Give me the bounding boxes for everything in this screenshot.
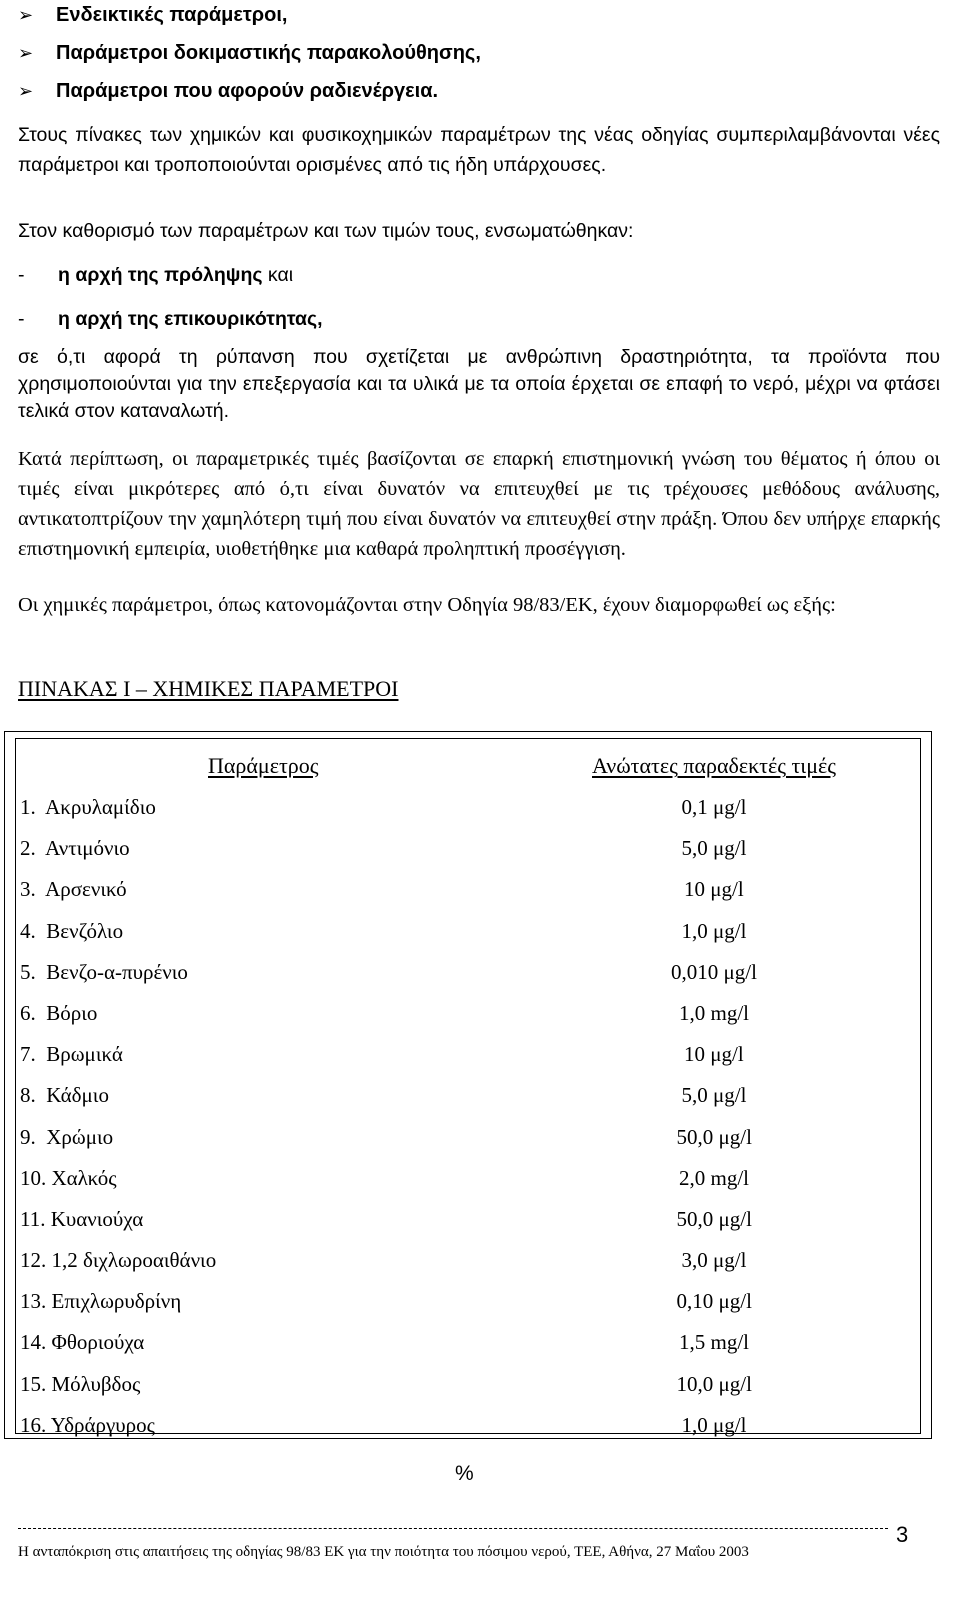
dash-item-bold: η αρχή της πρόληψης	[58, 264, 263, 286]
parameter-name: 7. Βρωμικά	[20, 1042, 123, 1067]
table-heading: ΠΙΝΑΚΑΣ Ι – ΧΗΜΙΚΕΣ ΠΑΡΑΜΕΤΡΟΙ	[18, 676, 399, 701]
column-header-max-values: Ανώτατες παραδεκτές τιμές	[592, 753, 836, 778]
dash-marker: -	[18, 308, 25, 330]
chemical-parameters-table	[4, 731, 932, 1439]
paragraph-chemical-parameters: Οι χημικές παράμετροι, όπως κατονομάζονται στην Οδηγία 98/83/ΕΚ, έχουν διαμορφωθεί ως εξής:	[18, 594, 836, 616]
parameter-value: 10,0 μg/l	[676, 1371, 752, 1396]
table-row	[20, 834, 910, 875]
table-row	[20, 1081, 910, 1122]
paragraph-new-parameters: Στους πίνακες των χημικών και φυσικοχημικών παραμέτρων της νέας οδηγίας συμπεριλαμβάνονται νέες παράμετροι και τροποποιούνται ορισμένες από τις ήδη υπάρχουσες.	[18, 124, 940, 176]
table-row	[20, 1040, 910, 1081]
parameter-name: 15. Μόλυβδος	[20, 1371, 141, 1396]
arrow-bullet-icon: ➢	[18, 5, 34, 25]
footer-divider	[18, 1528, 888, 1529]
parameter-name: 14. Φθοριούχα	[20, 1330, 145, 1355]
table-row	[20, 917, 910, 958]
parameter-name: 1. Ακρυλαμίδιο	[20, 795, 156, 819]
bullet-text: Ενδεικτικές παράμετροι,	[56, 4, 288, 26]
table-row	[20, 1164, 910, 1205]
table-row	[20, 1246, 910, 1287]
paragraph-incorporated: Στον καθορισμό των παραμέτρων και των τιμών τους, ενσωματώθηκαν:	[18, 220, 634, 242]
parameter-name: 11. Κυανιούχα	[20, 1206, 144, 1231]
footer-text: Η ανταπόκριση στις απαιτήσεις της οδηγίας 98/83 ΕΚ για την ποιότητα του πόσιμου νερού, ΤΕΕ, Αθήνα, 27 Μαΐου 2003	[18, 1544, 749, 1560]
parameter-name: 2. Αντιμόνιο	[20, 836, 130, 861]
bullet-text: Παράμετροι που αφορούν ραδιενέργεια.	[56, 80, 439, 102]
table-row	[20, 793, 910, 834]
parameter-value: 5,0 μg/l	[681, 836, 747, 861]
parameter-value: 0,10 μg/l	[676, 1289, 752, 1314]
parameter-name: 8. Κάδμιο	[20, 1083, 109, 1108]
table-inner-frame	[15, 738, 921, 1437]
paragraph-parametric-values: Κατά περίπτωση, οι παραμετρικές τιμές βασίζονται σε επαρκή επιστημονική γνώση του θέματος ή όπου οι τιμές είναι μικρότερες από ό,τι είναι δυνατόν να επιτευχθεί με τις τρέχουσες μεθόδους ανάλυσης, αντικατοπτρίζουν την χαμηλότερη τιμή που είναι δυνατόν να επιτευχθεί στην πράξη. Όπου δεν υπήρχε επαρκής επιστημονική εμπειρία, υιοθετήθηκε μια καθαρά προληπτική προσέγγιση.	[18, 448, 940, 560]
table-row	[20, 999, 910, 1040]
parameter-value: 5,0 μg/l	[681, 1083, 747, 1108]
parameter-name: 3. Αρσενικό	[20, 877, 127, 902]
parameter-value: 0,1 μg/l	[681, 795, 747, 819]
parameter-value: 1,0 mg/l	[679, 1000, 750, 1025]
parameter-value: 50,0 μg/l	[676, 1124, 752, 1149]
parameter-value: 0,010 μg/l	[671, 959, 757, 984]
parameter-value: 10 μg/l	[684, 877, 744, 902]
parameter-name: 13. Επιχλωρυδρίνη	[20, 1289, 182, 1314]
dash-item-subsidiarity	[18, 304, 323, 334]
parameter-value: 1,0 μg/l	[681, 918, 747, 943]
bullet-text: Παράμετροι δοκιμαστικής παρακολούθησης,	[56, 42, 481, 64]
parameter-value: 10 μg/l	[684, 1042, 744, 1067]
percent-mark: %	[455, 1462, 474, 1485]
parameter-value: 1,5 mg/l	[679, 1330, 750, 1355]
column-header-parameter: Παράμετρος	[208, 753, 319, 778]
parameter-value: 1,0 μg/l	[681, 1412, 747, 1437]
page-number: 3	[896, 1522, 909, 1547]
table-row	[20, 1328, 910, 1369]
table-row	[20, 1370, 910, 1411]
parameter-name: 4. Βενζόλιο	[20, 918, 124, 943]
table-row	[20, 1205, 910, 1246]
arrow-bullet-icon: ➢	[18, 43, 34, 63]
parameter-name: 6. Βόριο	[20, 1000, 98, 1025]
bullet-item	[18, 2, 938, 40]
arrow-bullet-icon: ➢	[18, 81, 34, 101]
table-rows	[20, 793, 910, 1452]
bullet-item	[18, 40, 938, 78]
parameter-name: 5. Βενζο-α-πυρένιο	[20, 959, 188, 984]
paragraph-pollution: σε ό,τι αφορά τη ρύπανση που σχετίζεται με ανθρώπινη δραστηριότητα, τα προϊόντα που χρησιμοποιούνται για την επεξεργασία και τα υλικά με τα οποία έρχεται σε επαφή το νερό, μέχρι να φτάσει τελικά στον καταναλωτή.	[18, 346, 940, 422]
bullet-item	[18, 78, 938, 116]
parameter-value: 2,0 mg/l	[679, 1165, 750, 1190]
dash-item-prevention	[18, 260, 293, 290]
dash-item-bold: η αρχή της επικουρικότητας,	[58, 308, 323, 330]
parameter-value: 50,0 μg/l	[676, 1206, 752, 1231]
parameter-name: 10. Χαλκός	[20, 1165, 117, 1190]
parameter-name: 16. Υδράργυρος	[20, 1412, 155, 1437]
parameter-value: 3,0 μg/l	[681, 1248, 747, 1273]
parameter-name: 9. Χρώμιο	[20, 1124, 114, 1149]
table-row	[20, 1287, 910, 1328]
dash-marker: -	[18, 264, 25, 286]
table-row	[20, 875, 910, 916]
dash-item-rest: και	[262, 264, 294, 286]
parameter-name: 12. 1,2 διχλωροαιθάνιο	[20, 1248, 217, 1273]
bullet-list	[18, 2, 938, 116]
table-row	[20, 958, 910, 999]
table-row	[20, 1411, 910, 1452]
table-row	[20, 1123, 910, 1164]
